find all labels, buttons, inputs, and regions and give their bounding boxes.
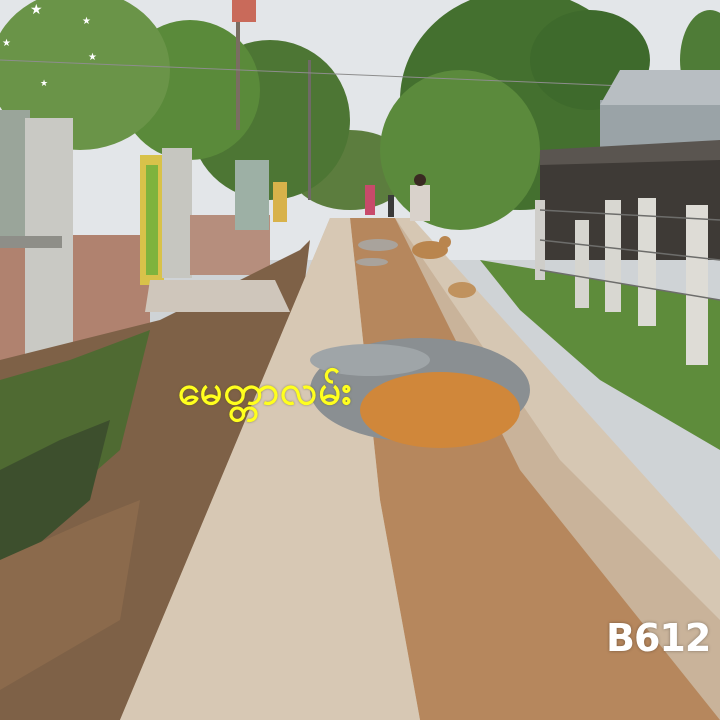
svg-text:★: ★ [30, 2, 43, 18]
svg-text:★: ★ [40, 79, 49, 89]
svg-text:★: ★ [88, 52, 97, 63]
watermark-text: B612 [606, 616, 711, 660]
watermark-stars-icon [0, 0, 100, 90]
svg-text:★: ★ [82, 16, 91, 27]
culvert-slab [145, 280, 290, 312]
photo-caption: မေတ္တာလမ်း [178, 368, 353, 414]
svg-text:★: ★ [2, 38, 11, 49]
